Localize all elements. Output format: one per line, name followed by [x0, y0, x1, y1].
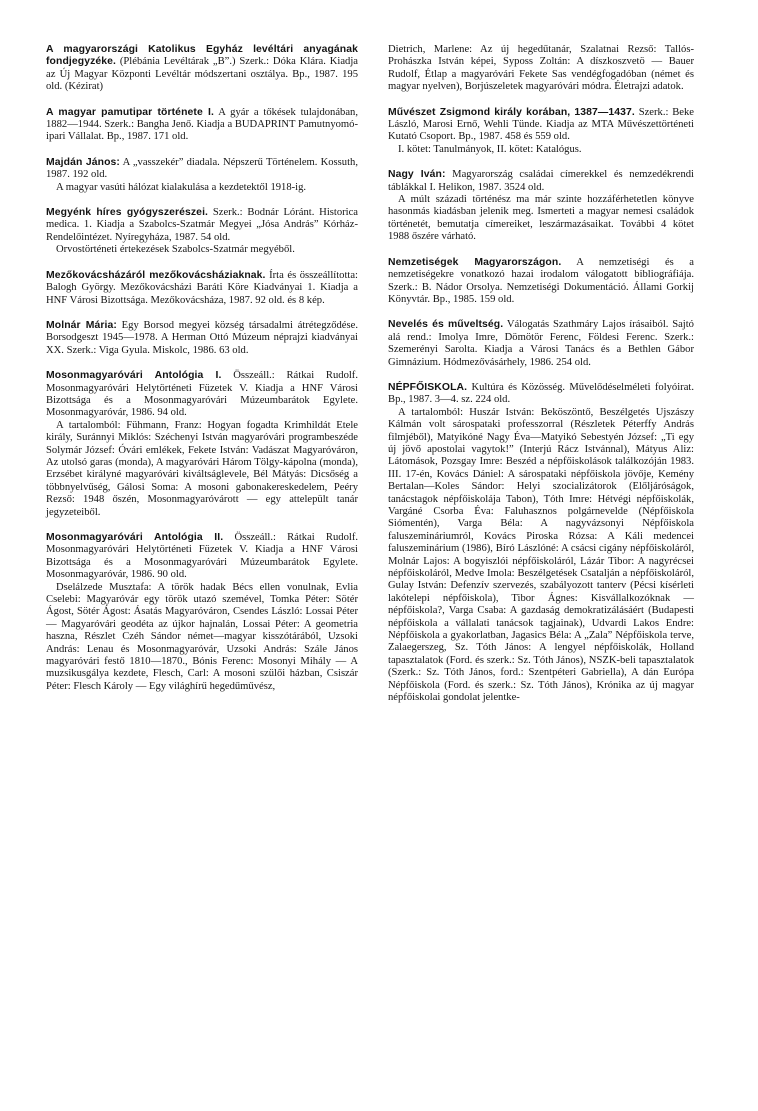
entry-annotation: A tartalomból: Fühmann, Franz: Hogyan fogadta Krimhildát Etele király, Suránnyi Miklós: Széchenyi István magyaróvári programbeszéde Solymár József: Óvári emlékek, Fekete István: Vadászat Magyaróváron, Az utolsó garas (monda), A magyaróvári Három Tölgy-kápolna (monda), Erzsébet királyné magyaróvári kiváltságlevele, Bél Mátyás: Dicsőség a többnyelvűség, Gálosi Soma: A mosoni gabonakereskedelem, Peéry Rezső: 1948 őszén, Mosonmagyaróvárott — egy attelepült tanár jegyzeteiből. [46, 419, 358, 518]
entry-body: A gyár a tőkések tulajdonában, 1882—1944. Szerk.: Bangha Jenő. Kiadja a BUDAPRINT Pamutnyomó-ipari Vállalat. Bp., 1987. 171 old. [46, 106, 358, 143]
entry-body: A nemzetiségi és a nemzetiségekre vonatkozó hazai irodalom válogatott bibliográfiája. Szerk.: B. Nádor Orsolya. Nemzetiségi Dokumentáció. Állami Gorkij Könyvtár. Bp., 1985. 159 old. [388, 256, 694, 305]
entry-body: Magyarország családai címerekkel és nemzedékrendi táblákkal I. Helikon, 1987. 3524 old. [388, 169, 694, 193]
entry-body: Válogatás Szathmáry Lajos írásaiból. Sajtó alá rend.: Imolya Imre, Dömötör Ferenc, Földesi Ferenc. Szerk.: Szemerényi Sarolta. Kiadja a Városi Tanács és a Bethlen Gábor Gimnázium. Hódmezővásárhely, 1986. 254 old. [388, 319, 694, 368]
entry-heading: Mosonmagyaróvári Antológia I. [46, 370, 222, 382]
entry-annotation: I. kötet: Tanulmányok, II. kötet: Katalógus. [398, 143, 582, 155]
entry-body: Egy Borsod megyei község társadalmi átrétegződése. Borsodgeszt 1945—1978. A Herman Ottó Múzeum néprajzi kiadványai XX. Szerk.: Viga Gyula. Miskolc, 1986. 63 old. [46, 319, 358, 356]
bibliography-entry [46, 44, 358, 94]
bibliography-entry [46, 370, 358, 519]
bibliography-entry [46, 270, 358, 307]
entry-annotation: A tartalomból: Huszár István: Beköszöntő, Beszélgetés Ujszászy Kálmán volt sárospataki professzorral (Részletek Péterffy András filmjéből), Matyikóné Nagy Éva—Matyikó Sebestyén József: „Ti egy új jövő apostolai vagytok!” (Interjú Rácz Istvánnal), Mátyus Aliz: Látomások, Pozsgay Imre: Beszéd a népfőiskolások találkozóján 1983. III. 17-én, Kovács Dániel: A sárospataki népfőiskola jövője, Kemény Bertalan—Koles Sándor: Helyi szocializátorok (Előljáróságok, tanácstagok népfőiskolája Tabon), Tóth Imre: Hétvégi népfőiskolák, Vargáné Csorba Éva: Faluhasznos polgárnevelde (Népfőiskola Siómentén), Varga Béla: A nagyvázsonyi Népfőiskola faluszemináriumról, Kovács Piroska Rózsa: A Káli medencei faluszeminárium (1986), Bíró Lászlóné: A csácsi cigány népfőiskoláról, Molnár Lajos: A bogyiszlói népfőiskoláról, Lázár Tibor: A nagyrécsei népfőiskoláról, Medve Imola: Beszélgetések Csatalján a népfőiskoláról, Gulay István: Defenzív szervezés, szabályozott tanterv (Pécsi kísérleti lakótelepi népfőiskola), Tibor Ágnes: Kisvállalkozóknak — népfőiskola?, Varga Csaba: A gazdaság demokratizálásáért (Budapesti népfőiskola a vállalati tanácsok tagjainak), Udvardi Lakos Endre: Népfőiskola a gyakorlatban, Jagasics Béla: A „Zala” Népfőiskola terve, Zalaegerszeg, Sz. Tóth János: A lengyel népfőiskolák, Holland tapasztalatok (Ford. és szerk.: Sz. Tóth János), NSZK-beli tapasztalatok (Szerk.: Sz. Tóth János, ford.: Szentpéteri Gabriella), A dán Európa Népfőiskola (Ford. és szerk.: Sz. Tóth János), Krónika az új magyar népfőiskolai gondolat jelentke- [388, 406, 694, 704]
bibliography-entry [46, 320, 358, 357]
entry-body: (Plébánia Levéltárak „B”.) Szerk.: Dóka Klára. Kiadja az Új Magyar Központi Levéltár módszertani osztálya. Bp., 1987. 195 old. (Kézirat) [46, 56, 358, 93]
bibliography-entry [388, 169, 694, 243]
left-column [46, 44, 358, 706]
entry-annotation: A magyar vasúti hálózat kialakulása a kezdetektől 1918-ig. [56, 181, 307, 193]
entry-body: Kultúra és Közösség. Művelődéselméleti folyóirat. Bp., 1987. 3—4. sz. 224 old. [388, 381, 694, 406]
entry-heading: Nagy Iván: [388, 169, 446, 181]
bibliography-entry-continued [388, 44, 694, 94]
entry-heading: A magyarországi Katolikus Egyház levéltári anyagának fondjegyzéke. [46, 44, 358, 68]
entry-body: Szerk.: Beke László, Marosi Ernő, Wehli Tünde. Kiadja az MTA Művészettörténeti Kutató Csoport. Bp., 1987. 458 és 559 old. [388, 106, 694, 143]
bibliography-entry [388, 319, 694, 369]
entry-body: Összeáll.: Rátkai Rudolf. Mosonmagyaróvári Helytörténeti Füzetek V. Kiadja a HNF Városi Bizottsága és a Mosonmagyaróvári Múzeumbarátok Egylete. Mosonmagyaróvár, 1986. 90 old. [46, 532, 358, 581]
bibliography-entry [46, 207, 358, 257]
entry-heading: Molnár Mária: [46, 319, 117, 331]
entry-body: Dietrich, Marlene: Az új hegedűtanár, Szalatnai Rezső: Tallós-Prohászka István képei, Syposs Zoltán: A díszkoszvetö — Bauer Rudolf, Étlap a magyaróvári Fekete Sas vendégfogadóban (német és magyar nyelven), Borjúszeletek magyaróvári módra. Életrajzi adatok. [388, 44, 694, 93]
bibliography-entry [46, 157, 358, 194]
bibliography-entry [388, 382, 694, 705]
entry-annotation: A múlt századi történész ma már szinte hozzáférhetetlen könyve hasonmás kiadásban jelenik meg. Ismerteti a magyar nemesi családok történetét, bemutatja címereiket, leszármazásaikat. További 4 kötet 1988 őszére várható. [388, 194, 694, 243]
entry-heading: Nevelés és műveltség. [388, 319, 504, 331]
entry-heading: Megyénk híres gyógyszerészei. [46, 207, 209, 219]
entry-heading: Nemzetiségek Magyarországon. [388, 256, 562, 268]
entry-heading: Majdán János: [46, 156, 120, 168]
entry-body: Írta és összeállította: Balogh György. Mezőkovácsházi Baráti Köre Kiadványai 1. Kiadja a HNF Városi Bizottsága. Mezőkovácsháza, 1987. 92 old. és 8 kép. [46, 269, 358, 306]
bibliography-entry [46, 107, 358, 144]
entry-body: A „vasszekér” diadala. Népszerű Történelem. Kossuth, 1987. 192 old. [46, 156, 358, 181]
bibliography-entry [388, 257, 694, 307]
entry-heading: A magyar pamutipar története I. [46, 106, 214, 118]
bibliography-entry [46, 532, 358, 693]
entry-annotation: Orvostörténeti értekezések Szabolcs-Szatmár megyéből. [56, 244, 295, 256]
entry-body: Összeáll.: Rátkai Rudolf. Mosonmagyaróvári Helytörténeti Füzetek V. Kiadja a HNF Városi Bizottsága és a Mosonmagyaróvári Múzeumbarátok Egylete. Mosonmagyaróvár, 1986. 94 old. [46, 370, 358, 419]
entry-heading: NÉPFŐISKOLA. [388, 381, 468, 393]
entry-body: Szerk.: Bodnár Lóránt. Historica medica. 1. Kiadja a Szabolcs-Szatmár Megyei „Jósa András” Kórház-Rendelőintézet. Nyíregyháza, 1987. 54 old. [46, 207, 358, 243]
entry-heading: Mosonmagyaróvári Antológia II. [46, 532, 224, 543]
entry-heading: Művészet Zsigmond király korában, 1387—1437. [388, 106, 635, 118]
bibliography-entry [388, 107, 694, 157]
entry-annotation: Dselálzede Musztafa: A török hadak Bécs ellen vonulnak, Evlia Cselebi: Magyaróvár egy török utazó szemével, Tomka Péter: Sötér Ágost, Sötér Ágost: Ásatás Magyaróváron, Csendes László: Lossai Péter — Magyaróvári geodéta az újkor hajnalán, Lossai Péter: A geometria haszna, Részlet Czéh Sándor német—magyar kisszótárából, Uzsoki András: Lenau és Mosonmagyaróvár, Uzsoki András: Szále János magyaróvári festő 1810—1870., Bónis Ferenc: Mosonyi Mihály — A muzsikusgályа kezdete, Flesch, Carl: A mosoni szülői házban, Csiszár Péter: Flesch Károly — Egy világhírű hegedűművész, [46, 581, 358, 692]
right-column [388, 44, 694, 718]
entry-heading: Mezőkovácsházáról mezőkovácsháziaknak. [46, 269, 266, 281]
